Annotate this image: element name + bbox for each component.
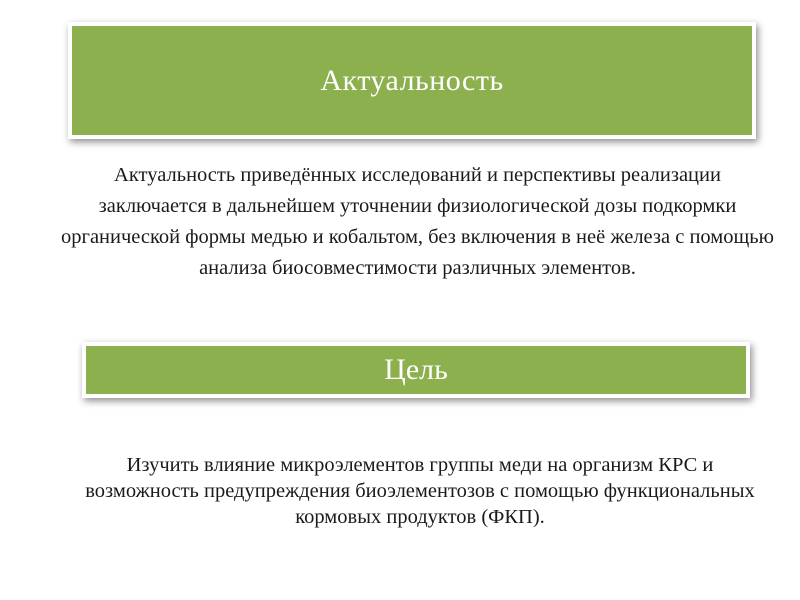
goal-text: Изучить влияние микроэлементов группы меди на организм КРС и возможность предупреждения биоэлементозов с помощью функциональных кормовых продуктов (ФКП). [85,454,755,528]
goal-heading: Цель [384,353,448,386]
title-banner [68,22,756,139]
goal-banner [82,342,750,398]
slide-title: Актуальность [320,63,504,97]
relevance-text: Актуальность приведённых исследований и перспективы реализации заключается в дальнейшем уточнении физиологической дозы подкормки органической формы медью и кобальтом, без включения в неё железа с помощью анализа биосовместимости различных элементов. [61,164,774,279]
